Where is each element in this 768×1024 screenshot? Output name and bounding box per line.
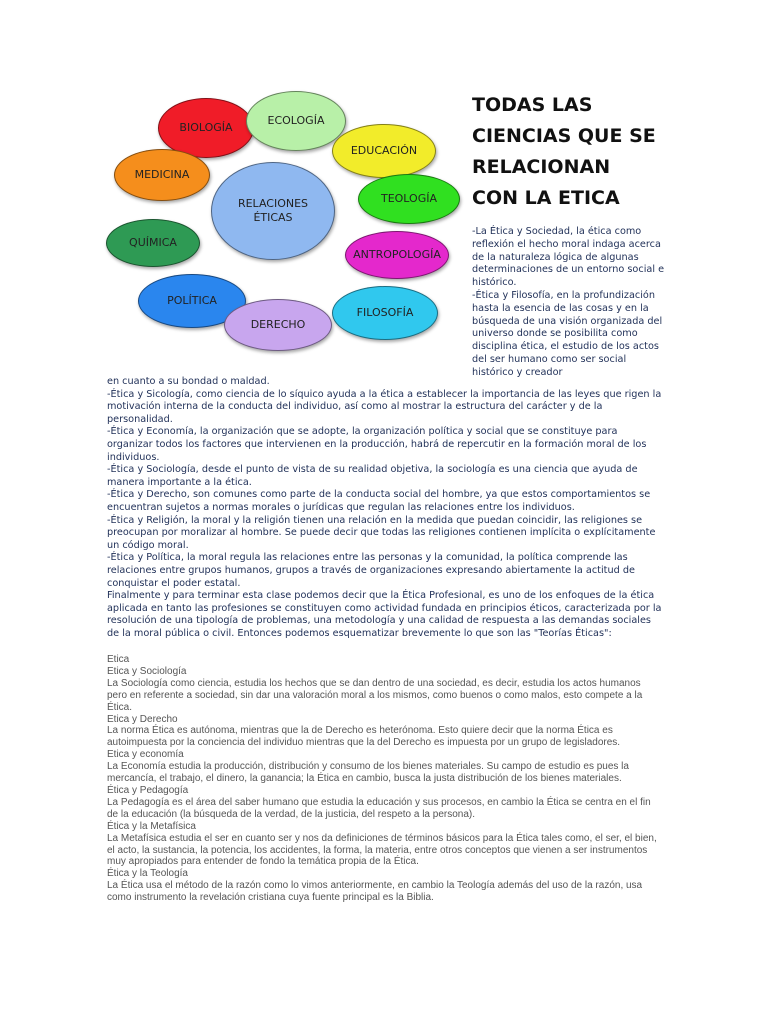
definition-heading: Etica y Derecho <box>107 713 178 725</box>
body-paragraph: -Ética y Política, la moral regula las relaciones entre las personas y la comunidad, la política comprende las relaciones entre grupos humanos, grupos a través de organizaciones expresando abiertamente la actitud de conquistar el poder estatal. <box>107 552 635 589</box>
bubble-derecho-label: DERECHO <box>250 318 306 332</box>
body-paragraph: -Ética y Economía, la organización que se adopte, la organización política y social que se constituye para organizar todos los factores que intervienen en la producción, habrá de repercutir en la formación moral de los individuos. <box>107 426 647 463</box>
body-paragraph: -Ética y Derecho, son comunes como parte de la conducta social del hombre, ya que estos comportamientos se encuentran sujetos a normas morales o jurídicas que regulan las relaciones entre los individuos. <box>107 489 651 513</box>
side-text <box>472 226 667 380</box>
definition-heading: Etica <box>107 654 130 665</box>
definitions-list <box>107 654 663 904</box>
bubble-medicina <box>114 149 210 201</box>
bubble-antropologia-label: ANTROPOLOGÍA <box>353 248 441 262</box>
definition-text: La Ética usa el método de la razón como lo vimos anteriormente, en cambio la Teología además del uso de la razón, usa como instrumento la revelación cristiana cuya fuente principal es la Biblia. <box>107 880 643 904</box>
body-paragraph: -Ética y Religión, la moral y la religión tienen una relación en la medida que puedan coincidir, las religiones se preocupan por moralizar al hombre. Se puede decir que todas las religiones contienen implícita o explícitamente un código moral. <box>107 514 656 551</box>
bubble-filosofia <box>332 286 438 340</box>
body-paragraph: Finalmente y para terminar esta clase podemos decir que la Ética Profesional, es uno de los enfoques de la ética aplicada en tanto las profesiones se constituyen como actividad fundada en principios éticos, caracterizada por la resolución de una tipología de problemas, una metodología y una calidad de respuesta a las demandas sociales de la moral pública o civil. Entonces podemos esquematizar brevemente lo que son las "Teorías Éticas": <box>107 590 662 639</box>
definition-heading: Ética y la Teología <box>107 868 188 880</box>
bubble-center-label: RELACIONES ÉTICAS <box>237 197 309 224</box>
side-paragraph: -La Ética y Sociedad, la ética como reflexión el hecho moral indaga acerca de la naturaleza lógica de algunas determinaciones de un entorno social e histórico. <box>472 226 665 289</box>
body-paragraph: -Ética y Sicología, como ciencia de lo síquico ayuda a la ética a establecer la importancia de las leyes que rigen la motivación interna de la conducta del individuo, así como al mostrar la estructura del carácter y de la personalidad. <box>107 388 662 425</box>
definition-heading: Ética y la Metafísica <box>107 820 196 832</box>
definition-heading: Etica y Sociología <box>107 665 187 677</box>
bubble-ecologia <box>246 91 346 151</box>
definition-text: La Pedagogía es el área del saber humano que estudia la educación y sus procesos, en cambio la Ética se centra en el fin de la educación (la búsqueda de la verdad, de la justicia, del respeto a la persona). <box>107 796 651 820</box>
bubble-quimica <box>106 219 200 267</box>
bubble-teologia-label: TEOLOGÍA <box>380 192 437 206</box>
body-paragraph: -Ética y Sociología, desde el punto de vista de su realidad objetiva, la sociología es una ciencia que ayuda de manera importante a la ética. <box>107 464 638 488</box>
definition-text: La Economía estudia la producción, distribución y consumo de los bienes materiales. Su campo de estudio es pues la mercancía, el trabajo, el dinero, la ganancia; la Ética en cambio, busca la justa distribución de los bienes materiales. <box>107 761 629 785</box>
bubble-teologia <box>358 174 460 224</box>
bubble-educacion-label: EDUCACIÓN <box>350 144 418 158</box>
bubble-center-relaciones-eticas <box>211 162 335 260</box>
definition-text: La Sociología como ciencia, estudia los hechos que se dan dentro de una sociedad, es decir, estudia los actos humanos pero en referente a sociedad, sin dar una valoración moral a los mismos, como buenos o como malos, esto compete a la Ética. <box>107 677 643 713</box>
definition-heading: Ética y Pedagogía <box>107 784 189 796</box>
bubble-antropologia <box>345 231 449 279</box>
bubble-quimica-label: QUÍMICA <box>129 236 177 250</box>
bubble-biologia-label: BIOLOGÍA <box>179 121 233 135</box>
side-paragraph: -Ética y Filosofía, en la profundización hasta la esencia de las cosas y en la búsqueda de una visión organizada del universo donde se posibilita como disciplina ética, el estudio de los actos del ser humano como ser social histórico y creador <box>472 289 663 378</box>
relations-diagram <box>100 86 465 381</box>
bubble-ecologia-label: ECOLOGÍA <box>267 114 325 128</box>
bubble-politica-label: POLÍTICA <box>167 294 217 308</box>
bubble-filosofia-label: FILOSOFÍA <box>356 306 414 320</box>
body-paragraph: en cuanto a su bondad o maldad. <box>107 376 270 387</box>
definition-heading: Etica y economía <box>107 749 184 761</box>
bubble-educacion <box>332 124 436 178</box>
definition-text: La norma Ética es autónoma, mientras que la de Derecho es heterónoma. Esto quiere decir que la norma Ética es autoimpuesta por la conciencia del individuo mientras que la del Derecho es impuesta por un grupo de legisladores. <box>107 725 621 749</box>
body-text <box>107 376 663 640</box>
page-title: TODAS LAS CIENCIAS QUE SE RELACIONAN CON LA ETICA <box>472 94 656 209</box>
bubble-derecho <box>224 299 332 351</box>
definition-text: La Metafísica estudia el ser en cuanto ser y nos da definiciones de términos básicos para la Ética tales como, el ser, el bien, el acto, la sustancia, la potencia, los accidentes, la forma, la materia, entre otros conceptos que vienen a ser instrumentos muy apropiados para entender de fondo la temática propia de la Ética. <box>107 832 657 868</box>
bubble-medicina-label: MEDICINA <box>134 168 190 182</box>
